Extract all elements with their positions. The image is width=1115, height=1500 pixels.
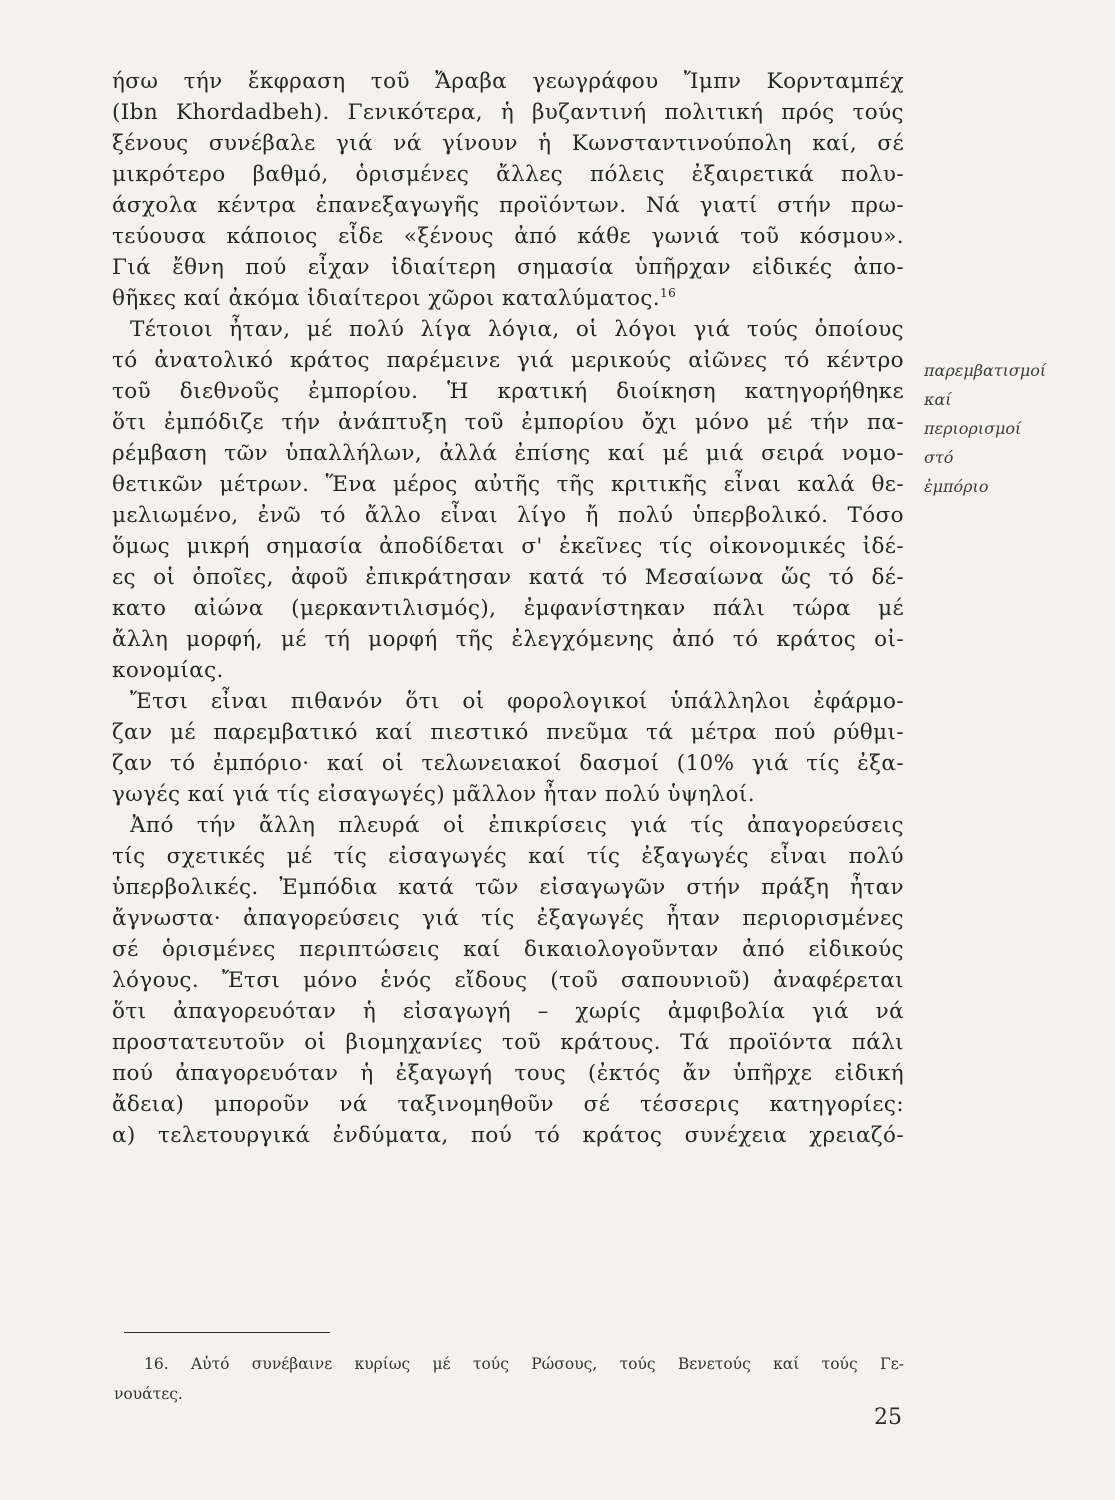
- text-line: ζαν μέ παρεμβατικό καί πιεστικό πνεῦμα τά μέτρα πού ρύθμι-: [112, 720, 904, 745]
- text-line: μελιωμένο, ἐνῶ τό ἄλλο εἶναι λίγο ἤ πολύ ὑπερβολικό. Τόσο: [112, 503, 904, 528]
- margin-note-line: παρεμβατισμοί: [924, 361, 1047, 380]
- margin-note-line: περιορισμοί: [924, 419, 1022, 438]
- text-line: Ἀπό τήν ἄλλη πλευρά οἱ ἐπικρίσεις γιά τίς ἀπαγορεύσεις: [130, 813, 904, 838]
- text-line: ὅτι ἐμπόδιζε τήν ἀνάπτυξη τοῦ ἐμπορίου ὄχι μόνο μέ τήν πα-: [112, 410, 904, 435]
- text-line: (Ibn Khordadbeh). Γενικότερα, ἡ βυζαντινή πολιτική πρός τούς: [112, 100, 904, 125]
- text-line: ὑπερβολικές. Ἐμπόδια κατά τῶν εἰσαγωγῶν στήν πράξη ἦταν: [112, 875, 904, 900]
- text-line: Ἔτσι εἶναι πιθανόν ὅτι οἱ φορολογικοί ὑπάλληλοι ἐφάρμο-: [130, 689, 904, 714]
- text-line: κατο αἰώνα (μερκαντιλισμός), ἐμφανίστηκαν πάλι τώρα μέ: [112, 596, 904, 621]
- text-line: Γιά ἔθνη πού εἶχαν ἰδιαίτερη σημασία ὑπῆρχαν εἰδικές ἀπο-: [112, 255, 904, 280]
- text-line: ἄγνωστα· ἀπαγορεύσεις γιά τίς ἐξαγωγές ἦταν περιορισμένες: [112, 906, 904, 931]
- text-line: κονομίας.: [112, 658, 224, 683]
- text-line: ρέμβαση τῶν ὑπαλλήλων, ἀλλά ἐπίσης καί μέ μιά σειρά νομο-: [112, 441, 904, 466]
- text-line: προστατευτοῦν οἱ βιομηχανίες τοῦ κράτους. Τά προϊόντα πάλι: [112, 1030, 904, 1055]
- text-line: ὅτι ἀπαγορευόταν ἡ εἰσαγωγή – χωρίς ἀμφιβολία γιά νά: [112, 999, 904, 1024]
- footnote-reference: 16: [660, 285, 677, 300]
- text-line: τό ἀνατολικό κράτος παρέμεινε γιά μερικούς αἰῶνες τό κέντρο: [112, 348, 904, 373]
- footnote-line: 16. Αὐτό συνέβαινε κυρίως μέ τούς Ρώσους, τούς Βενετούς καί τούς Γε-: [144, 1355, 904, 1373]
- text-line: σέ ὁρισμένες περιπτώσεις καί δικαιολογοῦνταν ἀπό εἰδικούς: [112, 937, 904, 962]
- text-line-content: θῆκες καί ἀκόμα ἰδιαίτεροι χῶροι καταλύματος.: [112, 286, 661, 311]
- text-line: τίς σχετικές μέ τίς εἰσαγωγές καί τίς ἐξαγωγές εἶναι πολύ: [112, 844, 904, 869]
- text-line-with-footnote-ref: [112, 283, 904, 314]
- footnote-line: νουάτες.: [114, 1385, 183, 1403]
- margin-note: [924, 356, 1084, 501]
- text-line: τοῦ διεθνοῦς ἐμπορίου. Ἡ κρατική διοίκηση κατηγορήθηκε: [112, 379, 904, 404]
- text-line: τεύουσα κάποιος εἶδε «ξένους ἀπό κάθε γωνιά τοῦ κόσμου».: [112, 224, 904, 249]
- main-text: [112, 66, 904, 1151]
- footnote: [114, 1349, 904, 1409]
- text-line: άσχολα κέντρα ἐπανεξαγωγῆς προϊόντων. Νά γιατί στήν πρω-: [112, 193, 904, 218]
- footnote-separator: [124, 1332, 330, 1333]
- text-line: μικρότερο βαθμό, ὁρισμένες ἄλλες πόλεις ἐξαιρετικά πολυ-: [112, 162, 904, 187]
- text-line: λόγους. Ἔτσι μόνο ἑνός εἴδους (τοῦ σαπουνιοῦ) ἀναφέρεται: [112, 968, 904, 993]
- text-line: ὅμως μικρή σημασία ἀποδίδεται σ' ἐκεῖνες τίς οἰκονομικές ἰδέ-: [112, 534, 904, 559]
- text-line: ες οἱ ὁποῖες, ἀφοῦ ἐπικράτησαν κατά τό Μεσαίωνα ὥς τό δέ-: [112, 565, 904, 590]
- text-line: πού ἀπαγορευόταν ἡ ἐξαγωγή τους (ἐκτός ἄν ὑπῆρχε εἰδική: [112, 1061, 904, 1086]
- text-line: γωγές καί γιά τίς εἰσαγωγές) μᾶλλον ἦταν πολύ ὑψηλοί.: [112, 782, 755, 807]
- text-line: θετικῶν μέτρων. Ἕνα μέρος αὐτῆς τῆς κριτικῆς εἶναι καλά θε-: [112, 472, 904, 497]
- text-line: ζαν τό ἐμπόριο· καί οἱ τελωνειακοί δασμοί (10% γιά τίς ἐξα-: [112, 751, 904, 776]
- margin-note-line: στό: [924, 448, 954, 467]
- text-line: α) τελετουργικά ἐνδύματα, πού τό κράτος συνέχεια χρειαζό-: [112, 1123, 904, 1148]
- text-line: Τέτοιοι ἦταν, μέ πολύ λίγα λόγια, οἱ λόγοι γιά τούς ὁποίους: [130, 317, 904, 342]
- text-line: ήσω τήν ἔκφραση τοῦ Ἄραβα γεωγράφου Ἴμπν Κορνταμπέχ: [112, 69, 904, 94]
- margin-note-line: καί: [924, 390, 952, 409]
- text-line: ἄλλη μορφή, μέ τή μορφή τῆς ἐλεγχόμενης ἀπό τό κράτος οἰ-: [112, 627, 904, 652]
- text-line: ἄδεια) μποροῦν νά ταξινομηθοῦν σέ τέσσερις κατηγορίες:: [112, 1092, 904, 1117]
- page-number: 25: [874, 1405, 902, 1430]
- margin-note-line: ἐμπόριο: [924, 477, 989, 496]
- text-line: ξένους συνέβαλε γιά νά γίνουν ἡ Κωνσταντινούπολη καί, σέ: [112, 131, 904, 156]
